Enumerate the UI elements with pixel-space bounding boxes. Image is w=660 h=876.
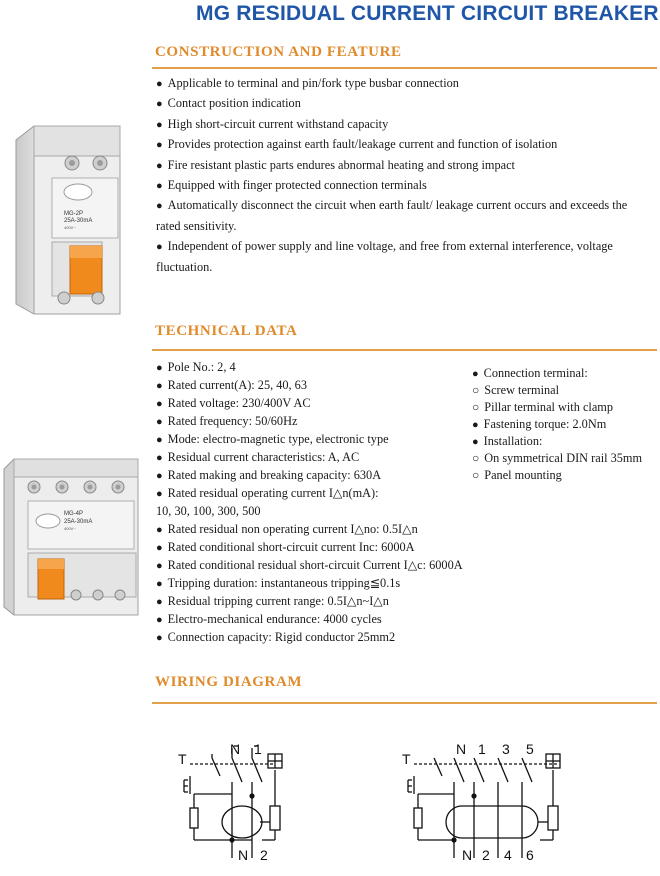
diagram-4p-top-label-1: 1 bbox=[478, 741, 486, 757]
diagram-2p-bottom-label-n: N bbox=[238, 847, 249, 863]
list-item: ● Equipped with finger protected connection terminals bbox=[156, 175, 627, 195]
diagram-2p-bottom-label-2: 2 bbox=[260, 847, 268, 863]
list-item: ● Connection capacity: Rigid conductor 25mm2 bbox=[156, 628, 463, 646]
list-item: ● Independent of power supply and line voltage, and free from external interference, voltage bbox=[156, 236, 627, 256]
list-item: ● Applicable to terminal and pin/fork type busbar connection bbox=[156, 73, 627, 93]
technical-divider bbox=[152, 349, 657, 351]
list-item: ● High short-circuit current withstand capacity bbox=[156, 114, 627, 134]
construction-list bbox=[156, 73, 627, 277]
diagram-4p-t-label: T bbox=[402, 751, 411, 767]
diagram-2p-top-label-n: N bbox=[230, 741, 241, 757]
list-item: ● Installation: bbox=[472, 433, 642, 450]
rccb-4p-voltage-label: 400V~ bbox=[64, 526, 76, 531]
wiring-heading: WIRING DIAGRAM bbox=[155, 674, 303, 690]
list-item: ● Rated residual non operating current I△no: 0.5I△n bbox=[156, 520, 463, 538]
diagram-2p-top-label-1: 1 bbox=[254, 741, 262, 757]
list-item: ● Mode: electro-magnetic type, electronic type bbox=[156, 430, 463, 448]
list-item: ● Rated making and breaking capacity: 630A bbox=[156, 466, 463, 484]
diagram-4p-top-label-3: 3 bbox=[502, 741, 510, 757]
diagram-4p-bottom-label-6: 6 bbox=[526, 847, 534, 863]
list-item: ● Fire resistant plastic parts endures abnormal heating and strong impact bbox=[156, 155, 627, 175]
diagram-4p-bottom-label-n: N bbox=[462, 847, 473, 863]
wiring-divider bbox=[152, 702, 657, 704]
list-item: ● Connection terminal: bbox=[472, 365, 642, 382]
rccb-4p-image bbox=[0, 455, 152, 623]
technical-heading: TECHNICAL DATA bbox=[155, 323, 298, 339]
wiring-diagram-2p bbox=[170, 740, 310, 865]
list-item-continuation: rated sensitivity. bbox=[156, 218, 237, 233]
list-item: ● Contact position indication bbox=[156, 93, 627, 113]
list-item: ● Rated residual operating current I△n(mA): bbox=[156, 484, 463, 502]
list-item: ● Automatically disconnect the circuit when earth fault/ leakage current occurs and exceeds the bbox=[156, 195, 627, 215]
construction-divider bbox=[152, 67, 657, 69]
list-item: ○ Panel mounting bbox=[472, 467, 642, 484]
diagram-2p-t-label: T bbox=[178, 751, 187, 767]
list-item-continuation: 10, 30, 100, 300, 500 bbox=[156, 504, 261, 518]
list-item: ● Rated conditional residual short-circuit Current I△c: 6000A bbox=[156, 556, 463, 574]
list-item: ● Rated voltage: 230/400V AC bbox=[156, 394, 463, 412]
construction-heading: CONSTRUCTION AND FEATURE bbox=[155, 44, 402, 60]
list-item: ● Rated current(A): 25, 40, 63 bbox=[156, 376, 463, 394]
list-item: ● Rated frequency: 50/60Hz bbox=[156, 412, 463, 430]
title-text: RESIDUAL CURRENT CIRCUIT BREAKER bbox=[236, 2, 659, 25]
wiring-diagram-4p bbox=[398, 740, 588, 865]
diagram-4p-bottom-label-4: 4 bbox=[504, 847, 512, 863]
rccb-4p-rating-label: 25A-30mA bbox=[64, 519, 93, 525]
list-item: ● Provides protection against earth fault/leakage current and function of isolation bbox=[156, 134, 627, 154]
rccb-2p-model-label: MG-2P bbox=[64, 211, 84, 217]
rccb-2p-rating-label: 25A-30mA bbox=[64, 218, 93, 224]
list-item: ● Residual current characteristics: A, AC bbox=[156, 448, 463, 466]
list-item: ● Electro-mechanical endurance: 4000 cycles bbox=[156, 610, 463, 628]
diagram-4p-top-label-n: N bbox=[456, 741, 467, 757]
diagram-4p-bottom-label-2: 2 bbox=[482, 847, 490, 863]
rccb-2p-voltage-label: 400V~ bbox=[64, 225, 76, 230]
list-item: ● Residual tripping current range: 0.5I△n~I△n bbox=[156, 592, 463, 610]
brand-name: MG bbox=[196, 2, 231, 25]
list-item: ● Tripping duration: instantaneous tripping≦0.1s bbox=[156, 574, 463, 592]
technical-list-left bbox=[156, 358, 463, 646]
list-item-continuation: fluctuation. bbox=[156, 259, 213, 274]
technical-list-right bbox=[472, 365, 642, 484]
page-title bbox=[196, 2, 659, 26]
list-item: ○ On symmetrical DIN rail 35mm bbox=[472, 450, 642, 467]
list-item: ○ Screw terminal bbox=[472, 382, 642, 399]
list-item: ● Pole No.: 2, 4 bbox=[156, 358, 463, 376]
diagram-4p-top-label-5: 5 bbox=[526, 741, 534, 757]
rccb-2p-image bbox=[4, 118, 152, 326]
list-item: ● Fastening torque: 2.0Nm bbox=[472, 416, 642, 433]
rccb-4p-model-label: MG-4P bbox=[64, 511, 84, 517]
list-item: ● Rated conditional short-circuit current Inc: 6000A bbox=[156, 538, 463, 556]
list-item: ○ Pillar terminal with clamp bbox=[472, 399, 642, 416]
